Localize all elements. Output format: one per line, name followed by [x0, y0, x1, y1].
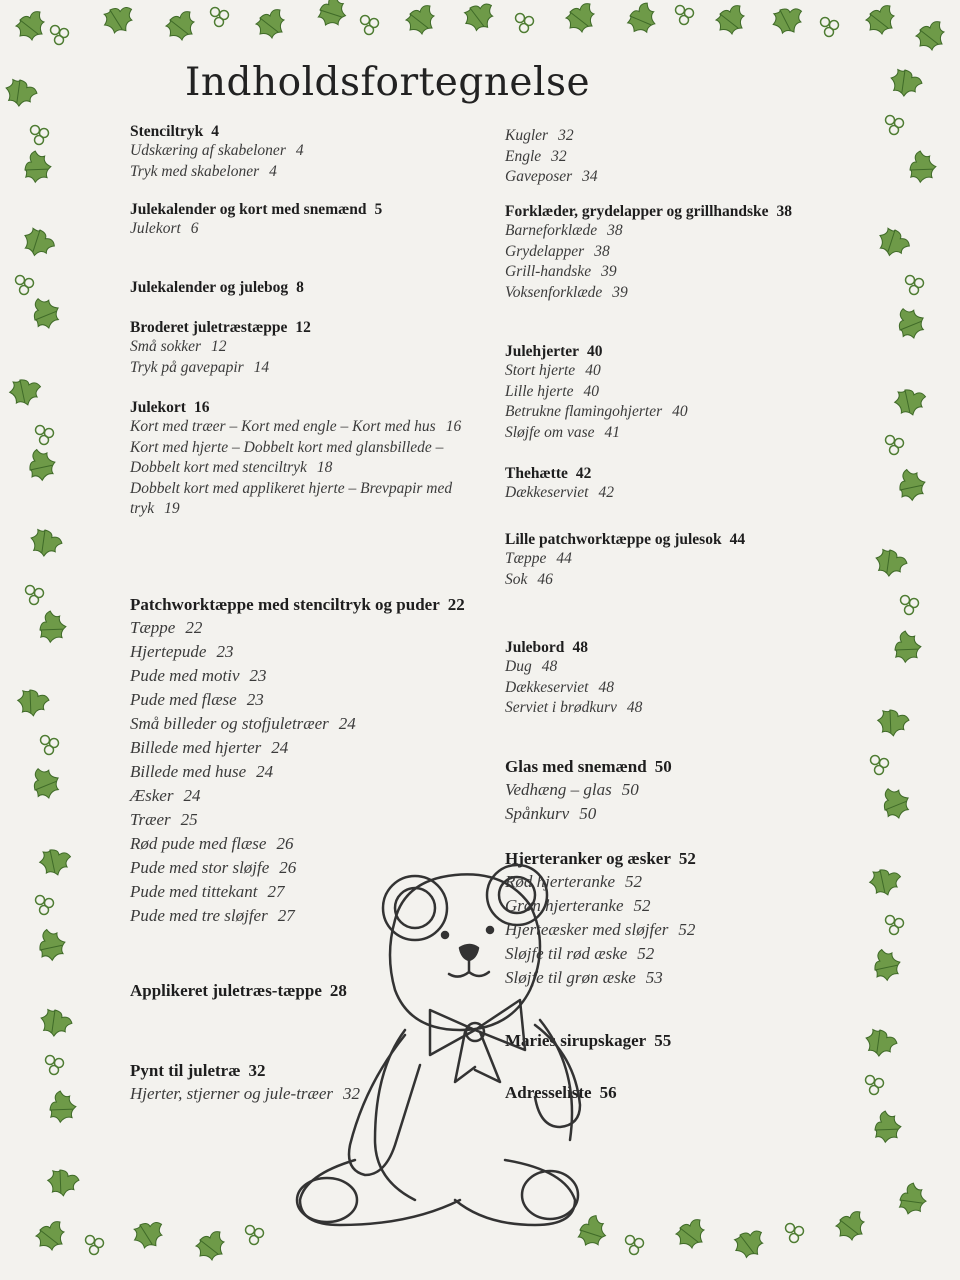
toc-entry-text: Grøn hjerteranke [505, 896, 624, 915]
toc-entry-text: Dækkeserviet [505, 678, 589, 696]
toc-page-number: 52 [633, 896, 651, 915]
toc-entry-text: Pude med stor sløjfe [130, 858, 270, 877]
toc-page-number: 19 [164, 500, 180, 517]
toc-section-title-text: Forklæder, grydelapper og grillhandske [505, 203, 769, 220]
toc-entry-text: Dækkeserviet [505, 484, 589, 501]
toc-page-number: 16 [193, 399, 210, 416]
toc-entry-text: Sløjfe om vase [505, 423, 595, 441]
toc-entry-text: Æsker [130, 786, 174, 805]
toc-page-number: 48 [598, 678, 614, 696]
toc-section [505, 126, 835, 188]
toc-entry [505, 549, 835, 570]
toc-page-number: 24 [338, 714, 356, 733]
toc-page-number: 4 [269, 162, 277, 180]
toc-entry [505, 283, 835, 304]
toc-entry-text: Tæppe [505, 550, 547, 567]
toc-entry [130, 832, 480, 856]
toc-entry [130, 736, 480, 760]
toc-page-number: 42 [575, 465, 592, 482]
toc-page-number: 16 [445, 418, 462, 435]
toc-entry-text: Billede med hjerter [130, 738, 262, 757]
toc-section-title-text: Julebord [505, 639, 565, 656]
toc-entry-text: Voksenforklæde [505, 283, 603, 301]
toc-entry [505, 678, 835, 699]
toc-section-title [130, 200, 480, 219]
toc-entry [505, 483, 835, 504]
toc-page-number: 40 [672, 403, 688, 420]
toc-page-number: 55 [654, 1031, 672, 1050]
toc-section-title [505, 638, 835, 657]
toc-page-number: 32 [551, 147, 567, 165]
toc-entry [505, 402, 835, 423]
toc-section-title-text: Julekalender og kort med snemænd [130, 201, 367, 218]
toc-entry-text: Dobbelt kort med applikeret hjerte – Brevpapir med tryk [130, 479, 453, 517]
toc-section [130, 318, 480, 378]
toc-page-number: 12 [211, 338, 227, 355]
toc-entry [130, 358, 480, 379]
toc-entry [130, 808, 480, 832]
toc-section-title-text: Applikeret juletræs-tæppe [130, 981, 322, 1000]
toc-entry-text: Pude med tittekant [130, 882, 258, 901]
toc-entry [130, 640, 480, 664]
toc-entry [130, 688, 480, 712]
toc-page-number: 52 [625, 872, 642, 891]
toc-section [505, 342, 835, 443]
toc-section-title-text: Hjerteranker og æsker [505, 849, 671, 868]
toc-page-number: 26 [276, 834, 294, 853]
toc-page-number: 48 [541, 658, 558, 675]
toc-entry [505, 657, 835, 678]
toc-page-number: 42 [598, 484, 614, 501]
toc-entry [505, 167, 835, 188]
toc-section-title [130, 318, 480, 337]
toc-page-number: 34 [582, 168, 598, 185]
toc-page-number: 28 [329, 981, 347, 1000]
toc-entry-text: Serviet i brødkurv [505, 699, 617, 716]
toc-page-number: 48 [626, 699, 643, 716]
toc-entry-text: Stort hjerte [505, 362, 576, 379]
toc-page-number: 50 [621, 780, 639, 799]
toc-entry [505, 802, 835, 826]
toc-entry [130, 664, 480, 688]
toc-entry-text: Pude med motiv [130, 666, 240, 685]
toc-section [130, 122, 480, 182]
toc-entry-text: Grill-handske [505, 263, 592, 280]
toc-entry [130, 162, 480, 183]
toc-page-number: 22 [185, 618, 203, 637]
toc-section-title [505, 342, 835, 361]
toc-entry-text: Rød pude med flæse [130, 834, 267, 853]
toc-entry [130, 784, 480, 808]
toc-page-number: 27 [277, 906, 295, 925]
toc-page-number: 39 [612, 283, 628, 301]
toc-entry-text: Tryk på gavepapir [130, 358, 244, 376]
toc-entry-text: Sok [505, 570, 528, 588]
toc-page-number: 24 [183, 786, 201, 805]
toc-entry [505, 570, 835, 591]
toc-entry-text: Tæppe [130, 618, 176, 637]
toc-entry [505, 778, 835, 802]
toc-page-number: 23 [249, 666, 267, 685]
toc-entry-text: Kort med hjerte – Dobbelt kort med glansbillede – Dobbelt kort med stenciltryk [130, 438, 444, 476]
toc-entry-text: Kort med træer – Kort med engle – Kort med hus [130, 418, 436, 435]
toc-entry-text: Betrukne flamingohjerter [505, 403, 663, 420]
toc-page-number: 53 [645, 968, 663, 987]
toc-entry-text: Små sokker [130, 338, 202, 355]
toc-entry-text: Hjertepude [130, 642, 207, 661]
toc-entry [130, 337, 480, 358]
toc-entry-text: Hjerteæsker med sløjfer [505, 920, 669, 939]
toc-entry-text: Små billeder og stofjuletræer [130, 714, 329, 733]
toc-section-title [130, 122, 480, 141]
toc-section-title-text: Patchworktæppe med stenciltryk og puder [130, 595, 440, 614]
toc-page-number: 8 [296, 279, 304, 296]
toc-page-number: 5 [374, 201, 383, 218]
toc-section-title-text: Maries sirupskager [505, 1031, 647, 1050]
toc-entry-text: Sløjfe til rød æske [505, 944, 628, 963]
toc-entry-text: Sløjfe til grøn æske [505, 968, 636, 987]
toc-entry [505, 221, 835, 242]
teddy-bear-illustration [285, 860, 595, 1230]
toc-page-number: 46 [537, 570, 553, 588]
toc-page-number: 4 [295, 142, 304, 159]
toc-page-number: 52 [637, 944, 655, 963]
toc-entry-text: Træer [130, 810, 171, 829]
toc-page-number: 44 [729, 531, 746, 548]
toc-entry [505, 423, 835, 444]
toc-section [130, 200, 480, 240]
toc-page-number: 48 [572, 639, 588, 656]
toc-entry-text: Hjerter, stjerner og jule-træer [130, 1084, 334, 1103]
toc-section [505, 530, 835, 590]
toc-entry-text: Pude med flæse [130, 690, 237, 709]
toc-entry-text: Julekort [130, 220, 181, 237]
toc-entry-text: Udskæring af skabeloner [130, 142, 286, 159]
toc-section [505, 202, 835, 303]
toc-entry-text: Billede med huse [130, 762, 247, 781]
toc-entry [505, 147, 835, 168]
toc-page-number: 38 [607, 222, 623, 239]
toc-entry [130, 219, 480, 240]
toc-page-number: 39 [601, 263, 617, 280]
toc-entry [130, 712, 480, 736]
toc-page-number: 32 [343, 1084, 361, 1103]
toc-page-number: 40 [585, 362, 601, 379]
toc-section-title-text: Julehjerter [505, 343, 580, 360]
toc-page-number: 50 [579, 804, 597, 823]
toc-section-title [505, 464, 835, 483]
toc-page-number: 56 [599, 1083, 617, 1102]
toc-page-number: 24 [256, 762, 274, 781]
toc-page-number: 52 [678, 920, 696, 939]
toc-section-title [130, 278, 480, 297]
toc-page-number: 18 [316, 459, 333, 476]
toc-page-number: 12 [295, 319, 311, 336]
toc-entry-text: Vedhæng – glas [505, 780, 612, 799]
toc-page-number: 40 [587, 343, 603, 360]
toc-entry [130, 616, 480, 640]
toc-section-title [505, 202, 835, 221]
toc-page-number: 41 [604, 423, 621, 441]
toc-section-title-text: Stenciltryk [130, 123, 204, 140]
page-title: Indholdsfortegnelse [185, 60, 591, 105]
toc-entry [505, 698, 835, 719]
toc-entry [130, 438, 480, 479]
toc-entry [505, 126, 835, 147]
toc-entry [505, 382, 835, 403]
toc-page-number: 14 [253, 358, 270, 376]
toc-entry [130, 417, 480, 438]
toc-page-number: 27 [267, 882, 285, 901]
toc-section [130, 278, 480, 297]
toc-section-title [130, 594, 480, 616]
toc-page-number: 22 [447, 595, 465, 614]
toc-page-number: 44 [556, 550, 572, 567]
toc-page-number: 23 [216, 642, 234, 661]
toc-page-number: 52 [678, 849, 696, 868]
toc-section-title [130, 398, 480, 417]
toc-entry-text: Pude med tre sløjfer [130, 906, 268, 925]
toc-page-number: 4 [211, 123, 219, 140]
toc-page-number: 32 [558, 127, 574, 144]
toc-entry-text: Rød hjerteranke [505, 872, 615, 891]
toc-entry [130, 479, 480, 520]
toc-section-title [505, 756, 835, 778]
toc-page-number: 32 [248, 1061, 266, 1080]
toc-section [505, 756, 835, 826]
toc-page-number: 40 [583, 382, 599, 400]
toc-page-number: 24 [271, 738, 289, 757]
toc-entry-text: Kugler [505, 127, 549, 144]
toc-page-number: 25 [180, 810, 198, 829]
toc-page-number: 38 [594, 242, 610, 260]
toc-entry-text: Engle [505, 147, 542, 165]
toc-section-title-text: Adresseliste [505, 1083, 592, 1102]
toc-section-title [505, 530, 835, 549]
toc-section [130, 398, 480, 520]
toc-section-title-text: Julekort [130, 399, 186, 416]
toc-entry-text: Gaveposer [505, 168, 573, 185]
toc-entry [505, 242, 835, 263]
toc-page-number: 23 [246, 690, 264, 709]
toc-entry-text: Dug [505, 658, 532, 675]
toc-entry-text: Tryk med skabeloner [130, 162, 260, 180]
toc-section [505, 464, 835, 504]
toc-entry-text: Spånkurv [505, 804, 570, 823]
toc-entry-text: Lille hjerte [505, 382, 574, 400]
toc-entry [505, 262, 835, 283]
toc-section-title-text: Julekalender og julebog [130, 279, 289, 296]
toc-page-number: 38 [776, 203, 793, 220]
toc-entry-text: Barneforklæde [505, 222, 598, 239]
toc-section-title-text: Thehætte [505, 465, 568, 482]
toc-section-title-text: Pynt til juletræ [130, 1061, 241, 1080]
toc-page-number: 6 [190, 220, 199, 237]
toc-entry [505, 361, 835, 382]
toc-entry-text: Grydelapper [505, 242, 585, 260]
toc-entry [130, 141, 480, 162]
toc-section-title-text: Broderet juletræstæppe [130, 319, 288, 336]
toc-section-title-text: Glas med snemænd [505, 757, 647, 776]
toc-section [505, 638, 835, 719]
toc-page-number: 26 [279, 858, 297, 877]
toc-entry [130, 760, 480, 784]
toc-section-title-text: Lille patchworktæppe og julesok [505, 531, 722, 548]
toc-page-number: 50 [654, 757, 672, 776]
